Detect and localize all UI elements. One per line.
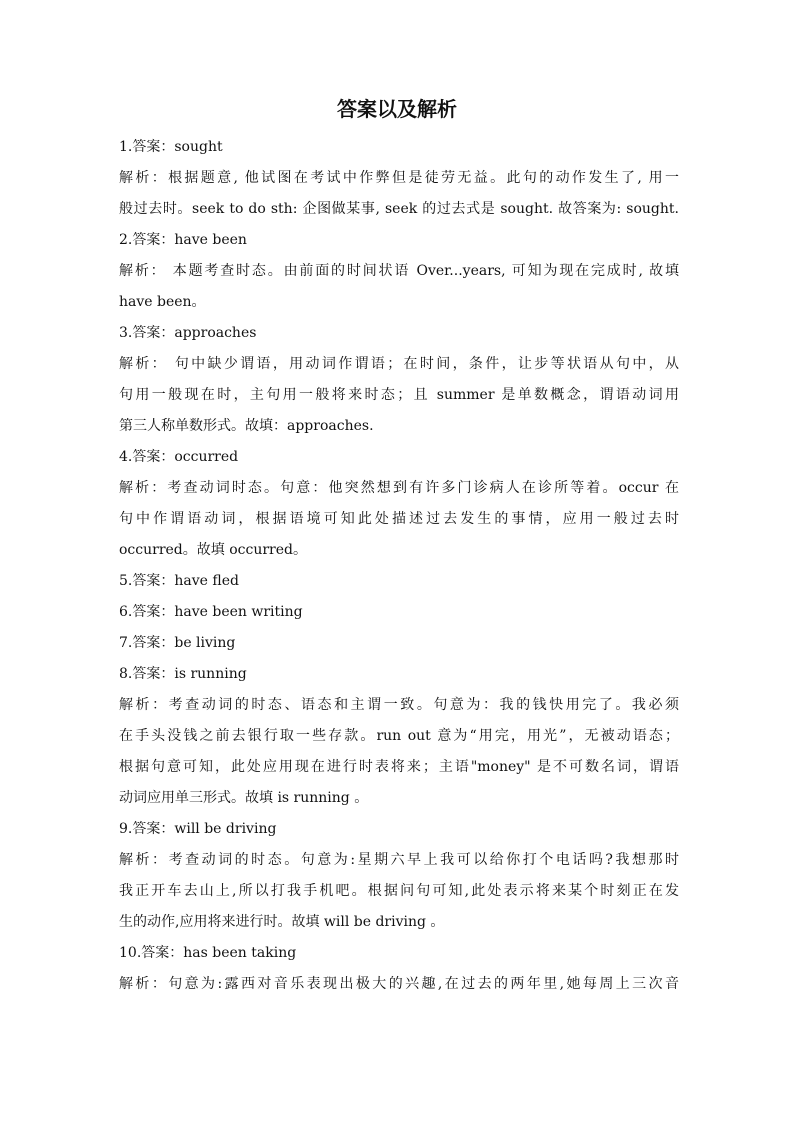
text-line: 解析：句意为:露西对音乐表现出极大的兴趣,在过去的两年里,她每周上三次音 bbox=[119, 976, 679, 992]
text-line: 我正开车去山上,所以打我手机吧。根据问句可知,此处表示将来某个时刻正在发 bbox=[119, 883, 679, 899]
page-title: 答案以及解析 bbox=[337, 97, 457, 121]
text-line: 4.答案：occurred bbox=[119, 449, 239, 465]
text-line: have been。 bbox=[119, 294, 206, 310]
text-line: 1.答案：sought bbox=[119, 139, 223, 155]
text-line: 9.答案：will be driving bbox=[119, 821, 277, 837]
text-line: 在手头没钱之前去银行取一些存款。run out 意为“用完，用光”，无被动语态； bbox=[119, 728, 679, 744]
text-line: 般过去时。seek to do sth: 企图做某事, seek 的过去式是 sought. 故答案为: sought. bbox=[119, 201, 679, 217]
text-line: 解析：考查动词的时态。句意为:星期六早上我可以给你打个电话吗?我想那时 bbox=[119, 852, 679, 868]
text-line: 根据句意可知，此处应用现在进行时表将来；主语"money" 是不可数名词，谓语 bbox=[119, 759, 679, 775]
text-line: 3.答案：approaches bbox=[119, 325, 257, 341]
document-body bbox=[119, 132, 679, 1000]
text-line: 8.答案：is running bbox=[119, 666, 247, 682]
text-line: 生的动作,应用将来进行时。故填 will be driving 。 bbox=[119, 914, 445, 930]
text-line: 句中作谓语动词，根据语境可知此处描述过去发生的事情，应用一般过去时 bbox=[119, 511, 679, 527]
text-line: 7.答案：be living bbox=[119, 635, 236, 651]
text-line: 5.答案：have fled bbox=[119, 573, 239, 589]
text-line: 动词应用单三形式。故填 is running 。 bbox=[119, 790, 369, 806]
text-line: 解析： 本题考查时态。由前面的时间状语 Over...years, 可知为现在完成时, 故填 bbox=[119, 263, 679, 279]
text-line: 解析： 句中缺少谓语，用动词作谓语；在时间，条件，让步等状语从句中，从 bbox=[119, 356, 679, 372]
text-line: 解析：根据题意, 他试图在考试中作弊但是徒劳无益。此句的动作发生了, 用一 bbox=[119, 170, 679, 186]
text-line: 第三人称单数形式。故填：approaches. bbox=[119, 418, 374, 434]
text-line: 6.答案：have been writing bbox=[119, 604, 303, 620]
text-line: 10.答案：has been taking bbox=[119, 945, 297, 961]
text-line: occurred。故填 occurred。 bbox=[119, 542, 307, 558]
text-line: 句用一般现在时，主句用一般将来时态；且 summer 是单数概念，谓语动词用 bbox=[119, 387, 679, 403]
text-line: 解析：考查动词时态。句意：他突然想到有许多门诊病人在诊所等着。occur 在 bbox=[119, 480, 679, 496]
text-line: 2.答案：have been bbox=[119, 232, 247, 248]
text-line: 解析：考查动词的时态、语态和主谓一致。句意为：我的钱快用完了。我必须 bbox=[119, 697, 679, 713]
